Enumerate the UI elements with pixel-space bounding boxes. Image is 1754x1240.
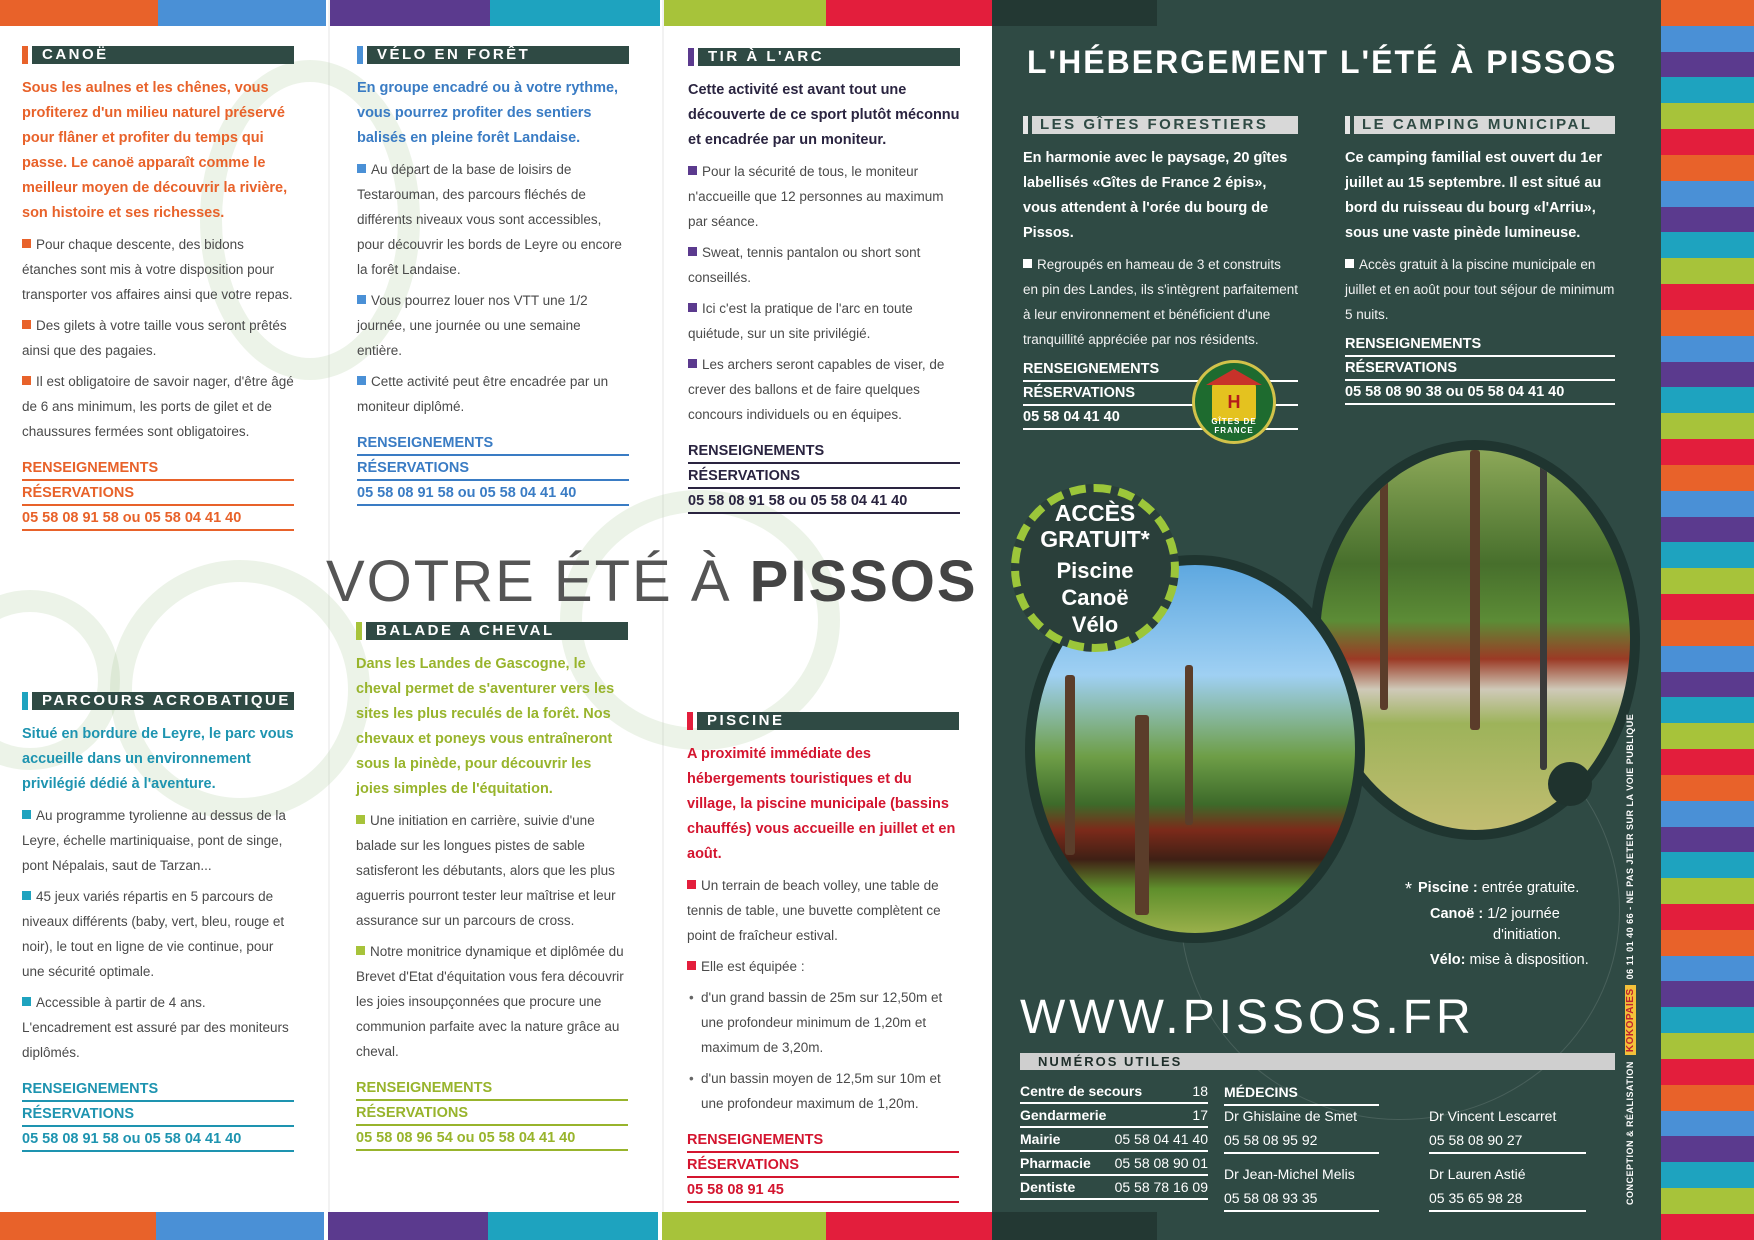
header-accent xyxy=(356,622,362,640)
color-bar-top-orange xyxy=(0,0,158,26)
color-bar-top-dark xyxy=(992,0,1157,26)
section-camping-municipal xyxy=(1345,116,1615,405)
square-bullet-icon xyxy=(688,247,697,256)
contact-label-reservations: RÉSERVATIONS xyxy=(22,1102,294,1127)
contact-block xyxy=(687,1128,959,1203)
list-item: • d'un grand bassin de 25m sur 12,50m et une profondeur minimum de 1,20m et maximum de 3,20m. xyxy=(687,985,959,1060)
square-bullet-icon xyxy=(22,810,31,819)
square-bullet-icon xyxy=(22,239,31,248)
contact-label-renseignements: RENSEIGNEMENTS xyxy=(688,439,960,464)
square-bullet-icon xyxy=(356,946,365,955)
section-intro: A proximité immédiate des hébergements touristiques et du village, la piscine municipale (bassins chauffés) vous accueille en juillet et en août. xyxy=(687,746,956,862)
section-balade-a-cheval xyxy=(356,622,628,1151)
free-access-badge: ACCÈS GRATUIT* Piscine Canoë Vélo xyxy=(1011,484,1179,652)
services-list xyxy=(1020,1080,1208,1200)
contact-label-renseignements: RENSEIGNEMENTS xyxy=(687,1128,959,1153)
contact-phone[interactable]: 05 58 04 41 40 xyxy=(1023,406,1298,430)
design-credit: CONCEPTION & RÉALISATIONKOKOPAIES06 11 01 40 66 - NE PAS JETER SUR LA VOIE PUBLIQUE xyxy=(1625,713,1636,1205)
doctor-entry: Dr Lauren Astié 05 35 65 98 28 xyxy=(1429,1162,1586,1212)
square-bullet-icon xyxy=(688,359,697,368)
color-bar-bottom-orange xyxy=(0,1212,156,1240)
square-bullet-icon xyxy=(357,376,366,385)
section-intro: En harmonie avec le paysage, 20 gîtes labellisés «Gîtes de France 2 épis», vous attendent à l'orée du bourg de Pissos. xyxy=(1023,150,1288,241)
contact-label-renseignements: RENSEIGNEMENTS xyxy=(1345,333,1615,357)
section-paragraph: Une initiation en carrière, suivie d'une balade sur les longues pistes de sable satisferont les débutants, alors que les plus aguerris pourront tester leur maîtrise et leur assurance sur un parcours de cross. xyxy=(356,813,616,928)
contact-block xyxy=(22,456,294,531)
section-title: TIR À L'ARC xyxy=(698,48,960,66)
square-bullet-icon xyxy=(357,164,366,173)
contact-label-reservations: RÉSERVATIONS xyxy=(357,456,629,481)
section-paragraph: 45 jeux variés répartis en 5 parcours de niveaux différents (baby, vert, bleu, rouge et noir), le tout en ligne de vie continue, pour une sécurité optimale. xyxy=(22,889,285,979)
section-header xyxy=(22,46,294,64)
color-bar-top-lime xyxy=(664,0,826,26)
section-header xyxy=(357,46,629,64)
gites-de-france-logo xyxy=(1192,360,1276,444)
section-canoe xyxy=(22,46,294,531)
square-bullet-icon xyxy=(22,320,31,329)
contact-block xyxy=(688,439,960,514)
section-velo xyxy=(357,46,629,506)
section-paragraph: Au programme tyrolienne au dessus de la Leyre, échelle martiniquaise, pont de singe, pont Népalais, saut de Tarzan... xyxy=(22,808,286,873)
contact-label-renseignements: RENSEIGNEMENTS xyxy=(357,431,629,456)
section-paragraph: Cette activité peut être encadrée par un moniteur diplômé. xyxy=(357,374,609,414)
house-icon: H xyxy=(1212,383,1256,421)
section-title: LES GÎTES FORESTIERS xyxy=(1032,116,1298,134)
contact-label-reservations: RÉSERVATIONS xyxy=(1345,357,1615,381)
service-row: Dentiste 05 58 78 16 09 xyxy=(1020,1176,1208,1200)
contact-phone[interactable]: 05 58 08 91 45 xyxy=(687,1178,959,1203)
section-header xyxy=(687,712,959,730)
color-bar-bottom-dark xyxy=(992,1212,1157,1240)
contact-label-reservations: RÉSERVATIONS xyxy=(1023,382,1298,406)
agency-logo: KOKOPAIES xyxy=(1625,985,1636,1055)
section-paragraph: Ici c'est la pratique de l'arc en toute quiétude, sur un site privilégié. xyxy=(688,301,913,341)
doctor-entry: Dr Ghislaine de Smet 05 58 08 95 92 xyxy=(1224,1104,1379,1154)
header-accent xyxy=(22,692,28,710)
contact-phone[interactable]: 05 58 08 91 58 ou 05 58 04 41 40 xyxy=(22,506,294,531)
square-bullet-icon xyxy=(1345,259,1354,268)
logo-label: GÎTES DE FRANCE xyxy=(1211,417,1257,435)
service-row: Mairie 05 58 04 41 40 xyxy=(1020,1128,1208,1152)
color-bar-bottom-purple xyxy=(328,1212,488,1240)
section-intro: Sous les aulnes et les chênes, vous profiterez d'un milieu naturel préservé pour flâner et profiter du temps qui passe. Le canoë apparaît comme le meilleur moyen de découvrir la rivière, son histoire et ses richesses. xyxy=(22,80,288,221)
square-bullet-icon xyxy=(356,815,365,824)
square-bullet-icon xyxy=(22,376,31,385)
decorative-dot xyxy=(1548,762,1592,806)
header-accent xyxy=(688,48,694,66)
square-bullet-icon xyxy=(688,166,697,175)
contact-block xyxy=(357,431,629,506)
square-bullet-icon xyxy=(687,961,696,970)
section-intro: Dans les Landes de Gascogne, le cheval permet de s'aventurer vers les sites les plus reculés de la forêt. Nos chevaux et poneys vous entraîneront sous la pinède, pour découvrir les joies simples de l'équitation. xyxy=(356,656,615,797)
contact-phone[interactable]: 05 58 08 96 54 ou 05 58 04 41 40 xyxy=(356,1126,628,1151)
square-bullet-icon xyxy=(688,303,697,312)
service-row: Centre de secours 18 xyxy=(1020,1080,1208,1104)
section-paragraph: Les archers seront capables de viser, de crever des ballons et de faire quelques concours individuels ou en équipes. xyxy=(688,357,945,422)
header-accent xyxy=(22,46,28,64)
contact-label-renseignements: RENSEIGNEMENTS xyxy=(1023,358,1298,382)
section-parcours-acrobatique xyxy=(22,692,294,1152)
section-paragraph: Regroupés en hameau de 3 et construits en pin des Landes, ils s'intègrent parfaitement à leur environnement et bénéficient d'une tranquillité appréciée par nos résidents. xyxy=(1023,257,1298,347)
contact-label-renseignements: RENSEIGNEMENTS xyxy=(22,456,294,481)
service-row: Pharmacie 05 58 08 90 01 xyxy=(1020,1152,1208,1176)
color-bar-top-purple xyxy=(330,0,490,26)
section-title: PARCOURS ACROBATIQUE xyxy=(32,692,294,710)
section-title: CANOË xyxy=(32,46,294,64)
doctor-entry: Dr Vincent Lescarret 05 58 08 90 27 xyxy=(1429,1104,1586,1154)
website-link[interactable]: WWW.PISSOS.FR xyxy=(1020,991,1475,1044)
contact-label-reservations: RÉSERVATIONS xyxy=(688,464,960,489)
color-bar-top-teal xyxy=(490,0,660,26)
section-paragraph: Au départ de la base de loisirs de Testarouman, des parcours fléchés de différents niveaux vous sont accessibles, pour découvrir les bords de Leyre ou encore la forêt Landaise. xyxy=(357,162,622,277)
contact-block xyxy=(22,1077,294,1152)
square-bullet-icon xyxy=(357,295,366,304)
color-bar-bottom-teal xyxy=(488,1212,658,1240)
color-bar-top-blue xyxy=(158,0,326,26)
side-color-stripes xyxy=(1661,0,1754,1240)
header-accent xyxy=(687,712,693,730)
contact-label-reservations: RÉSERVATIONS xyxy=(687,1153,959,1178)
section-paragraph: Pour chaque descente, des bidons étanches sont mis à votre disposition pour transporter vos affaires ainsi que votre repas. xyxy=(22,237,293,302)
section-paragraph: Elle est équipée : xyxy=(687,954,959,979)
section-header xyxy=(22,692,294,710)
contact-label-reservations: RÉSERVATIONS xyxy=(22,481,294,506)
section-paragraph: Il est obligatoire de savoir nager, d'être âgé de 6 ans minimum, les ports de gilet et de chaussures fermées sont obligatoires. xyxy=(22,374,294,439)
doctor-entry: Dr Jean-Michel Melis 05 58 08 93 35 xyxy=(1224,1162,1379,1212)
section-title: PISCINE xyxy=(697,712,959,730)
medecins-title: MÉDECINS xyxy=(1224,1080,1379,1106)
section-paragraph: Notre monitrice dynamique et diplômée du Brevet d'Etat d'équitation vous fera découvrir les joies insoupçonnées que procure une communion parfaite avec la nature grâce au cheval. xyxy=(356,944,624,1059)
section-paragraph: Accès gratuit à la piscine municipale en juillet et en août pour tout séjour de minimum 5 nuits. xyxy=(1345,257,1615,322)
section-paragraph: Un terrain de beach volley, une table de tennis de table, une buvette complètent ce point de fraîcheur estival. xyxy=(687,878,941,943)
section-paragraph: Accessible à partir de 4 ans. L'encadrement est assuré par des moniteurs diplômés. xyxy=(22,995,289,1060)
list-item: • d'un bassin moyen de 12,5m sur 10m et une profondeur maximum de 1,20m. xyxy=(687,1066,959,1116)
square-bullet-icon xyxy=(687,880,696,889)
contact-block xyxy=(356,1076,628,1151)
section-header xyxy=(688,48,960,66)
section-paragraph: Vous pourrez louer nos VTT une 1/2 journée, une journée ou une semaine entière. xyxy=(357,293,588,358)
section-title: LE CAMPING MUNICIPAL xyxy=(1354,116,1615,134)
header-accent xyxy=(1023,116,1028,134)
section-intro: Situé en bordure de Leyre, le parc vous accueille dans un environnement privilégié dédié à l'aventure. xyxy=(22,726,294,792)
section-header xyxy=(1023,116,1298,134)
section-intro: Cette activité est avant tout une découverte de ce sport plutôt méconnu et encadrée par un moniteur. xyxy=(688,82,960,148)
section-paragraph: Sweat, tennis pantalon ou short sont conseillés. xyxy=(688,245,921,285)
section-piscine xyxy=(687,712,959,1203)
contact-label-renseignements: RENSEIGNEMENTS xyxy=(22,1077,294,1102)
contact-phone[interactable]: 05 58 08 91 58 ou 05 58 04 41 40 xyxy=(357,481,629,506)
section-header xyxy=(1345,116,1615,134)
contact-label-reservations: RÉSERVATIONS xyxy=(356,1101,628,1126)
header-accent xyxy=(1345,116,1350,134)
header-accent xyxy=(357,46,363,64)
contact-phone[interactable]: 05 58 08 91 58 ou 05 58 04 41 40 xyxy=(688,489,960,514)
contact-phone[interactable]: 05 58 08 91 58 ou 05 58 04 41 40 xyxy=(22,1127,294,1152)
color-bar-bottom-red xyxy=(826,1212,992,1240)
square-bullet-icon xyxy=(1023,259,1032,268)
section-intro: Ce camping familial est ouvert du 1er juillet au 15 septembre. Il est situé au bord du ruisseau du bourg «l'Arriu», sous une vaste pinède lumineuse. xyxy=(1345,150,1603,241)
contact-phone[interactable]: 05 58 08 90 38 ou 05 58 04 41 40 xyxy=(1345,381,1615,405)
section-title: VÉLO EN FORÊT xyxy=(367,46,629,64)
color-bar-bottom-blue xyxy=(156,1212,324,1240)
section-intro: En groupe encadré ou à votre rythme, vous pourrez profiter des sentiers balisés en pleine forêt Landaise. xyxy=(357,80,619,146)
numeros-utiles-header: NUMÉROS UTILES xyxy=(1020,1053,1615,1070)
section-header xyxy=(356,622,628,640)
page-title: VOTRE ÉTÉ À PISSOS xyxy=(326,549,978,614)
section-tir-a-l-arc xyxy=(688,48,960,514)
section-paragraph: Pour la sécurité de tous, le moniteur n'accueille que 12 personnes au maximum par séance. xyxy=(688,164,944,229)
contact-label-renseignements: RENSEIGNEMENTS xyxy=(356,1076,628,1101)
free-access-footnote: * Piscine : entrée gratuite. Canoë : 1/2 journée d'initiation. Vélo: mise à disposition. xyxy=(1405,879,1589,968)
hebergement-title: L'HÉBERGEMENT L'ÉTÉ À PISSOS xyxy=(1027,44,1618,80)
square-bullet-icon xyxy=(22,891,31,900)
color-bar-bottom-lime xyxy=(662,1212,826,1240)
section-paragraph: Des gilets à votre taille vous seront prêtés ainsi que des pagaies. xyxy=(22,318,287,358)
section-title: BALADE A CHEVAL xyxy=(366,622,628,640)
color-bar-top-red xyxy=(826,0,992,26)
contact-block xyxy=(1345,333,1615,405)
service-row: Gendarmerie 17 xyxy=(1020,1104,1208,1128)
square-bullet-icon xyxy=(22,997,31,1006)
